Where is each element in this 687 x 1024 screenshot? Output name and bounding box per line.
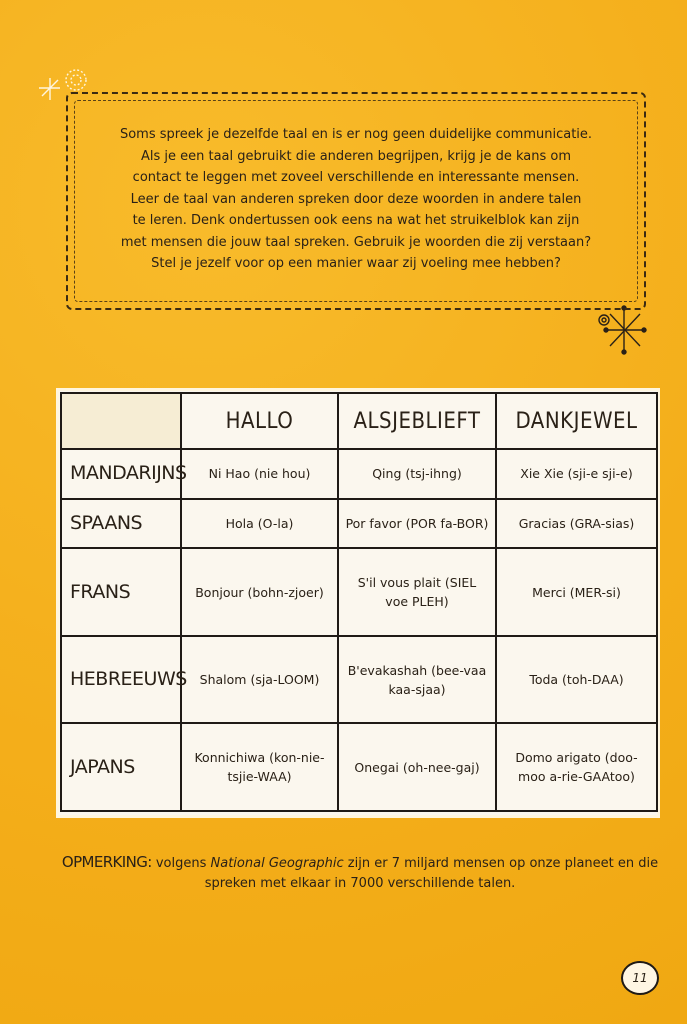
language-cell: FRANS: [61, 548, 181, 636]
intro-line: te leren. Denk ondertussen ook eens na wat het struikelblok kan zijn: [132, 213, 580, 228]
hallo-cell: Shalom (sja-LOOM): [181, 636, 338, 724]
footnote-source: National Geographic: [210, 856, 344, 871]
table-header-row: [61, 393, 657, 449]
language-cell: MANDARIJNS: [61, 449, 181, 499]
hallo-cell: Hola (O-la): [181, 499, 338, 549]
table-row: [61, 548, 657, 636]
intro-line: met mensen die jouw taal spreken. Gebruik je woorden die zij verstaan?: [120, 234, 592, 250]
language-cell: HEBREEUWS: [61, 636, 181, 724]
alsjeblieft-cell: S'il vous plait (SIEL voe PLEH): [338, 548, 496, 636]
intro-line: Als je een taal gebruikt die anderen begrijpen, krijg je de kans om: [140, 148, 572, 164]
phrase-table: [60, 392, 658, 812]
table-corner-cell: [61, 393, 181, 449]
header-hallo: HALLO: [181, 393, 338, 449]
header-dankjewel: DANKJEWEL: [496, 393, 657, 449]
intro-line: Stel je jezelf voor op een manier waar zij voeling mee hebben?: [151, 256, 561, 271]
alsjeblieft-cell: Qing (tsj-ihng): [338, 449, 496, 499]
intro-line: Leer de taal van anderen spreken door deze woorden in andere talen: [130, 191, 582, 207]
alsjeblieft-cell: Onegai (oh-nee-gaj): [338, 723, 496, 811]
dankjewel-cell: Toda (toh-DAA): [496, 636, 657, 724]
intro-text: [86, 124, 626, 275]
language-cell: SPAANS: [61, 499, 181, 549]
dankjewel-cell: Merci (MER-si): [496, 548, 657, 636]
table-row: [61, 499, 657, 549]
footnote-text: zijn er 7 miljard mensen op onze planeet en die spreken met elkaar in 7000 verschillende talen.: [204, 856, 659, 891]
intro-dashed-box: [66, 92, 646, 310]
dankjewel-cell: Xie Xie (sji-e sji-e): [496, 449, 657, 499]
footnote-label: OPMERKING:: [61, 853, 152, 871]
phrase-table-panel: [56, 388, 660, 818]
hallo-cell: Konnichiwa (kon-nie-tsjie-WAA): [181, 723, 338, 811]
language-cell: JAPANS: [61, 723, 181, 811]
alsjeblieft-cell: Por favor (POR fa-BOR): [338, 499, 496, 549]
table-row: [61, 636, 657, 724]
dankjewel-cell: Domo arigato (doo-moo a-rie-GAAtoo): [496, 723, 657, 811]
table-row: [61, 723, 657, 811]
intro-line: contact te leggen met zoveel verschillende en interessante mensen.: [132, 170, 580, 185]
alsjeblieft-cell: B'evakashah (bee-vaa kaa-sjaa): [338, 636, 496, 724]
footnote-text: volgens: [151, 856, 211, 871]
header-alsjeblieft: ALSJEBLIEFT: [338, 393, 496, 449]
table-row: [61, 449, 657, 499]
dankjewel-cell: Gracias (GRA-sias): [496, 499, 657, 549]
hallo-cell: Ni Hao (nie hou): [181, 449, 338, 499]
hallo-cell: Bonjour (bohn-zjoer): [181, 548, 338, 636]
footnote: [60, 852, 660, 894]
intro-line: Soms spreek je dezelfde taal en is er nog geen duidelijke communicatie.: [119, 127, 593, 142]
page-number: 11: [621, 961, 659, 995]
